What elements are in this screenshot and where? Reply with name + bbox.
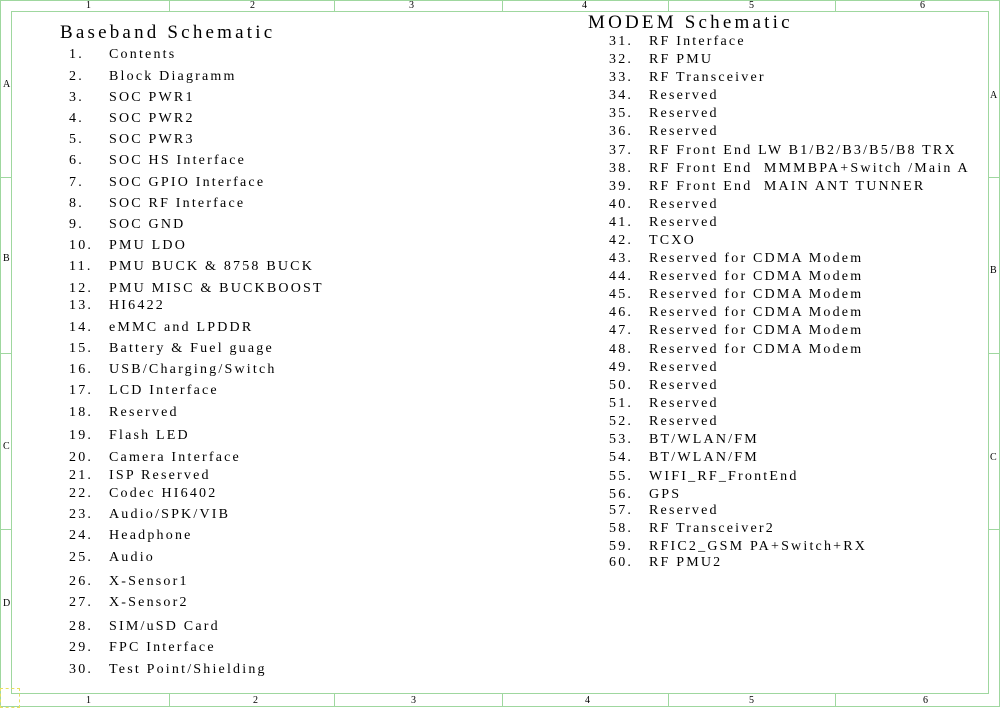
- entry-number: 10.: [69, 238, 94, 253]
- entry-label: Audio: [109, 550, 155, 565]
- entry-number: 59.: [609, 539, 634, 554]
- entry-label: SOC PWR1: [109, 90, 195, 105]
- entry-number: 55.: [609, 469, 634, 484]
- col-tick: [334, 693, 335, 706]
- col-tick: [835, 693, 836, 706]
- col-label-top: 1: [86, 0, 91, 11]
- entry-number: 18.: [69, 405, 94, 420]
- entry-label: SOC HS Interface: [109, 153, 247, 168]
- entry-label: TCXO: [649, 233, 696, 248]
- entry-number: 24.: [69, 528, 94, 543]
- entry-number: 46.: [609, 305, 634, 320]
- entry-number: 8.: [69, 196, 84, 211]
- entry-label: X-Sensor2: [109, 595, 189, 610]
- toc-entry: [609, 269, 863, 285]
- toc-entry: [69, 90, 195, 106]
- entry-number: 35.: [609, 106, 634, 121]
- entry-label: PMU MISC & BUCKBOOST: [109, 281, 324, 296]
- row-tick: [988, 177, 999, 178]
- entry-number: 43.: [609, 251, 634, 266]
- entry-label: Audio/SPK/VIB: [109, 507, 231, 522]
- entry-label: RF PMU2: [649, 555, 723, 570]
- toc-entry: [609, 469, 799, 485]
- entry-number: 39.: [609, 179, 634, 194]
- entry-number: 54.: [609, 450, 634, 465]
- entry-label: Block Diagramm: [109, 69, 237, 84]
- entry-label: BT/WLAN/FM: [649, 450, 759, 465]
- entry-number: 31.: [609, 34, 634, 49]
- col-tick: [502, 693, 503, 706]
- entry-label: RFIC2_GSM PA+Switch+RX: [649, 539, 868, 554]
- entry-number: 44.: [609, 269, 634, 284]
- toc-entry: [609, 521, 775, 537]
- toc-entry: [69, 619, 220, 635]
- entry-number: 38.: [609, 161, 634, 176]
- entry-number: 33.: [609, 70, 634, 85]
- entry-label: SOC GPIO Interface: [109, 175, 266, 190]
- toc-entry: [69, 341, 274, 357]
- toc-entry: [609, 161, 970, 177]
- entry-number: 57.: [609, 503, 634, 518]
- toc-entry: [609, 396, 719, 412]
- toc-entry: [69, 111, 195, 127]
- entry-label: SOC PWR2: [109, 111, 195, 126]
- entry-number: 17.: [69, 383, 94, 398]
- entry-label: LCD Interface: [109, 383, 219, 398]
- toc-entry: [69, 217, 185, 233]
- entry-label: Contents: [109, 47, 177, 62]
- entry-label: Reserved for CDMA Modem: [649, 287, 864, 302]
- entry-label: Reserved: [649, 106, 719, 121]
- entry-label: Reserved: [109, 405, 179, 420]
- entry-label: RF Front End MAIN ANT TUNNER: [649, 179, 926, 194]
- entry-number: 52.: [609, 414, 634, 429]
- entry-label: Reserved for CDMA Modem: [649, 269, 864, 284]
- entry-label: PMU LDO: [109, 238, 188, 253]
- toc-entry: [609, 34, 746, 50]
- toc-entry: [609, 143, 957, 159]
- toc-entry: [69, 383, 219, 399]
- col-label-bottom: 6: [923, 695, 928, 706]
- toc-entry: [609, 233, 696, 249]
- entry-number: 14.: [69, 320, 94, 335]
- col-tick: [835, 0, 836, 11]
- entry-label: Camera Interface: [109, 450, 241, 465]
- entry-number: 47.: [609, 323, 634, 338]
- entry-number: 13.: [69, 298, 94, 313]
- entry-label: RF PMU: [649, 52, 714, 67]
- entry-label: RF Transceiver2: [649, 521, 775, 536]
- entry-label: Reserved: [649, 503, 719, 518]
- entry-label: Reserved: [649, 378, 719, 393]
- entry-number: 23.: [69, 507, 94, 522]
- toc-entry: [609, 106, 719, 122]
- entry-number: 20.: [69, 450, 94, 465]
- entry-label: Flash LED: [109, 428, 190, 443]
- entry-number: 56.: [609, 487, 634, 502]
- row-tick: [0, 529, 11, 530]
- row-label-left: B: [3, 253, 10, 264]
- row-label-left: C: [3, 441, 10, 452]
- entry-number: 42.: [609, 233, 634, 248]
- col-tick: [169, 693, 170, 706]
- toc-entry: [609, 555, 722, 571]
- entry-label: Reserved: [649, 197, 719, 212]
- entry-label: Reserved for CDMA Modem: [649, 251, 864, 266]
- entry-number: 21.: [69, 468, 94, 483]
- baseband-title: Baseband Schematic: [60, 22, 276, 43]
- entry-label: SOC GND: [109, 217, 186, 232]
- entry-number: 16.: [69, 362, 94, 377]
- toc-entry: [69, 196, 245, 212]
- toc-entry: [69, 468, 211, 484]
- row-tick: [988, 529, 999, 530]
- entry-number: 60.: [609, 555, 634, 570]
- toc-entry: [69, 47, 176, 63]
- row-label-right: A: [990, 90, 998, 101]
- entry-label: X-Sensor1: [109, 574, 189, 589]
- toc-entry: [609, 539, 867, 555]
- toc-entry: [69, 550, 155, 566]
- entry-number: 5.: [69, 132, 84, 147]
- toc-entry: [609, 487, 681, 503]
- toc-entry: [69, 298, 165, 314]
- row-label-left: A: [3, 79, 11, 90]
- row-label-left: D: [3, 598, 11, 609]
- entry-label: eMMC and LPDDR: [109, 320, 254, 335]
- entry-label: FPC Interface: [109, 640, 216, 655]
- toc-entry: [69, 320, 253, 336]
- row-tick: [0, 353, 11, 354]
- row-label-right: B: [990, 265, 997, 276]
- entry-label: Reserved: [649, 360, 719, 375]
- col-tick: [169, 0, 170, 11]
- entry-label: Headphone: [109, 528, 193, 543]
- toc-entry: [69, 507, 230, 523]
- col-label-top: 2: [250, 0, 255, 11]
- row-tick: [988, 353, 999, 354]
- entry-label: ISP Reserved: [109, 468, 211, 483]
- toc-entry: [69, 450, 241, 466]
- col-tick: [334, 0, 335, 11]
- selection-marker: [0, 688, 20, 708]
- toc-entry: [69, 281, 324, 297]
- toc-entry: [69, 405, 179, 421]
- entry-label: RF Interface: [649, 34, 746, 49]
- toc-entry: [609, 378, 719, 394]
- entry-label: PMU BUCK & 8758 BUCK: [109, 259, 315, 274]
- entry-number: 9.: [69, 217, 84, 232]
- col-tick: [502, 0, 503, 11]
- entry-number: 7.: [69, 175, 84, 190]
- toc-entry: [609, 342, 863, 358]
- toc-entry: [69, 595, 189, 611]
- entry-label: GPS: [649, 487, 682, 502]
- entry-label: Reserved for CDMA Modem: [649, 323, 864, 338]
- entry-label: Reserved: [649, 396, 719, 411]
- col-label-top: 4: [582, 0, 587, 11]
- entry-label: SIM/uSD Card: [109, 619, 220, 634]
- entry-label: Reserved: [649, 124, 719, 139]
- modem-title: MODEM Schematic: [588, 12, 793, 33]
- entry-number: 22.: [69, 486, 94, 501]
- entry-number: 11.: [69, 259, 93, 274]
- entry-number: 19.: [69, 428, 94, 443]
- toc-entry: [69, 574, 189, 590]
- entry-number: 3.: [69, 90, 84, 105]
- entry-number: 6.: [69, 153, 84, 168]
- entry-label: USB/Charging/Switch: [109, 362, 277, 377]
- toc-entry: [69, 69, 237, 85]
- entry-label: Reserved: [649, 215, 719, 230]
- entry-label: BT/WLAN/FM: [649, 432, 759, 447]
- entry-number: 2.: [69, 69, 84, 84]
- entry-number: 25.: [69, 550, 94, 565]
- entry-number: 45.: [609, 287, 634, 302]
- entry-label: RF Transceiver: [649, 70, 766, 85]
- toc-entry: [609, 251, 863, 267]
- entry-number: 34.: [609, 88, 634, 103]
- entry-label: Reserved for CDMA Modem: [649, 305, 864, 320]
- toc-entry: [609, 179, 925, 195]
- entry-number: 50.: [609, 378, 634, 393]
- toc-entry: [609, 503, 719, 519]
- toc-entry: [609, 450, 759, 466]
- entry-number: 48.: [609, 342, 634, 357]
- entry-number: 51.: [609, 396, 634, 411]
- entry-number: 37.: [609, 143, 634, 158]
- toc-entry: [609, 215, 719, 231]
- entry-label: HI6422: [109, 298, 165, 313]
- toc-entry: [69, 528, 193, 544]
- col-label-top: 3: [409, 0, 414, 11]
- entry-number: 58.: [609, 521, 634, 536]
- toc-entry: [609, 287, 863, 303]
- entry-number: 36.: [609, 124, 634, 139]
- row-label-right: C: [990, 452, 997, 463]
- entry-number: 26.: [69, 574, 94, 589]
- toc-entry: [69, 153, 246, 169]
- toc-entry: [69, 640, 216, 656]
- toc-entry: [609, 197, 719, 213]
- toc-entry: [609, 323, 863, 339]
- col-tick: [668, 0, 669, 11]
- entry-label: SOC RF Interface: [109, 196, 246, 211]
- col-label-bottom: 1: [86, 695, 91, 706]
- toc-entry: [69, 428, 190, 444]
- row-tick: [0, 177, 11, 178]
- entry-number: 15.: [69, 341, 94, 356]
- toc-entry: [609, 88, 719, 104]
- col-tick: [668, 693, 669, 706]
- entry-number: 30.: [69, 662, 94, 677]
- entry-label: SOC PWR3: [109, 132, 195, 147]
- entry-number: 12.: [69, 281, 94, 296]
- entry-number: 29.: [69, 640, 94, 655]
- entry-label: Reserved: [649, 414, 719, 429]
- entry-label: Reserved: [649, 88, 719, 103]
- entry-label: RF Front End LW B1/B2/B3/B5/B8 TRX: [649, 143, 957, 158]
- entry-label: Battery & Fuel guage: [109, 341, 274, 356]
- toc-entry: [609, 70, 766, 86]
- entry-number: 53.: [609, 432, 634, 447]
- toc-entry: [609, 124, 719, 140]
- toc-entry: [609, 305, 863, 321]
- toc-entry: [69, 486, 217, 502]
- col-label-bottom: 2: [253, 695, 258, 706]
- entry-number: 32.: [609, 52, 634, 67]
- entry-label: Reserved for CDMA Modem: [649, 342, 864, 357]
- entry-number: 49.: [609, 360, 634, 375]
- toc-entry: [609, 52, 713, 68]
- entry-label: Codec HI6402: [109, 486, 218, 501]
- toc-entry: [69, 238, 187, 254]
- col-label-bottom: 3: [411, 695, 416, 706]
- entry-number: 4.: [69, 111, 84, 126]
- entry-number: 1.: [69, 47, 84, 62]
- entry-label: Test Point/Shielding: [109, 662, 267, 677]
- col-label-bottom: 5: [749, 695, 754, 706]
- entry-label: RF Front End MMMBPA+Switch /Main A: [649, 161, 970, 176]
- col-label-top: 5: [749, 0, 754, 11]
- toc-entry: [609, 360, 719, 376]
- toc-entry: [69, 662, 267, 678]
- entry-label: WIFI_RF_FrontEnd: [649, 469, 799, 484]
- toc-entry: [69, 259, 314, 275]
- toc-entry: [69, 132, 195, 148]
- entry-number: 27.: [69, 595, 94, 610]
- entry-number: 41.: [609, 215, 634, 230]
- toc-entry: [69, 175, 265, 191]
- entry-number: 28.: [69, 619, 94, 634]
- col-label-bottom: 4: [585, 695, 590, 706]
- toc-entry: [609, 414, 719, 430]
- entry-number: 40.: [609, 197, 634, 212]
- toc-entry: [609, 432, 759, 448]
- col-label-top: 6: [920, 0, 925, 11]
- toc-entry: [69, 362, 277, 378]
